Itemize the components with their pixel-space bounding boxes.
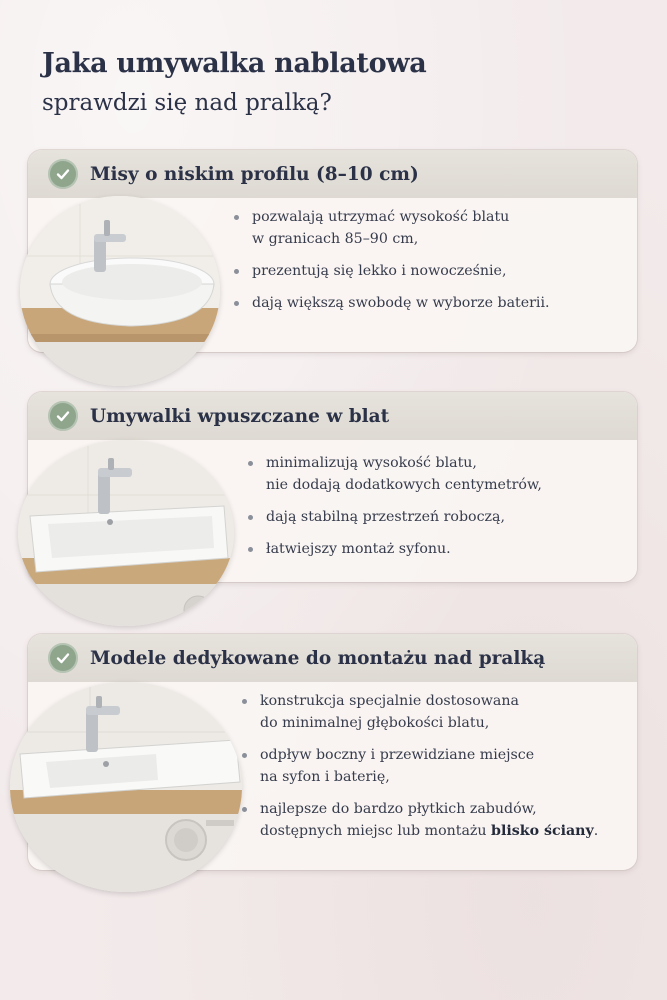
bullet-list bbox=[240, 690, 632, 852]
washing-machine-sink-photo bbox=[10, 682, 242, 892]
card-title: Modele dedykowane do montażu nad pralką bbox=[90, 647, 546, 669]
list-item bbox=[232, 206, 628, 250]
inset-sink-photo bbox=[18, 440, 234, 626]
bullet-text: najlepsze do bardzo płytkich zabudów, bbox=[260, 801, 537, 817]
list-item bbox=[240, 690, 632, 734]
card-title: Umywalki wpuszczane w blat bbox=[90, 405, 390, 427]
check-circle-icon bbox=[48, 643, 78, 673]
list-item bbox=[246, 452, 630, 496]
vessel-sink-photo bbox=[20, 196, 220, 386]
list-item bbox=[240, 744, 632, 788]
page-subtitle: sprawdzi się nad pralką? bbox=[42, 90, 332, 116]
list-item bbox=[246, 538, 630, 560]
bullet-text: dają większą swobodę w wyborze baterii. bbox=[252, 295, 550, 311]
card-header bbox=[28, 634, 637, 682]
bullet-text-emphasis: blisko ściany bbox=[491, 823, 594, 839]
check-circle-icon bbox=[48, 401, 78, 431]
list-item bbox=[232, 260, 628, 282]
bullet-list bbox=[232, 206, 628, 324]
bullet-text-continued: do minimalnej głębokości blatu, bbox=[260, 715, 490, 731]
bullet-text-part: dostępnych miejsc lub montażu bbox=[260, 823, 492, 839]
bullet-text-continued: nie dodają dodatkowych centymetrów, bbox=[266, 477, 542, 493]
bullet-text-continued bbox=[260, 820, 632, 842]
list-item bbox=[232, 292, 628, 314]
bullet-list bbox=[246, 452, 630, 570]
card-header bbox=[28, 150, 637, 198]
bullet-text-continued: na syfon i baterię, bbox=[260, 769, 390, 785]
card-header bbox=[28, 392, 637, 440]
bullet-text: dają stabilną przestrzeń roboczą, bbox=[266, 509, 505, 525]
bullet-text-continued: w granicach 85–90 cm, bbox=[252, 231, 419, 247]
bullet-text: minimalizują wysokość blatu, bbox=[266, 455, 477, 471]
bullet-text: łatwiejszy montaż syfonu. bbox=[266, 541, 451, 557]
page-title: Jaka umywalka nablatowa bbox=[42, 48, 427, 79]
bullet-text: konstrukcja specjalnie dostosowana bbox=[260, 693, 519, 709]
bullet-text: odpływ boczny i przewidziane miejsce bbox=[260, 747, 535, 763]
bullet-text-part: . bbox=[593, 823, 599, 839]
list-item bbox=[246, 506, 630, 528]
check-circle-icon bbox=[48, 159, 78, 189]
list-item bbox=[240, 798, 632, 842]
card-title: Misy o niskim profilu (8–10 cm) bbox=[90, 163, 419, 185]
bullet-text: pozwalają utrzymać wysokość blatu bbox=[252, 209, 510, 225]
bullet-text: prezentują się lekko i nowocześnie, bbox=[252, 263, 507, 279]
